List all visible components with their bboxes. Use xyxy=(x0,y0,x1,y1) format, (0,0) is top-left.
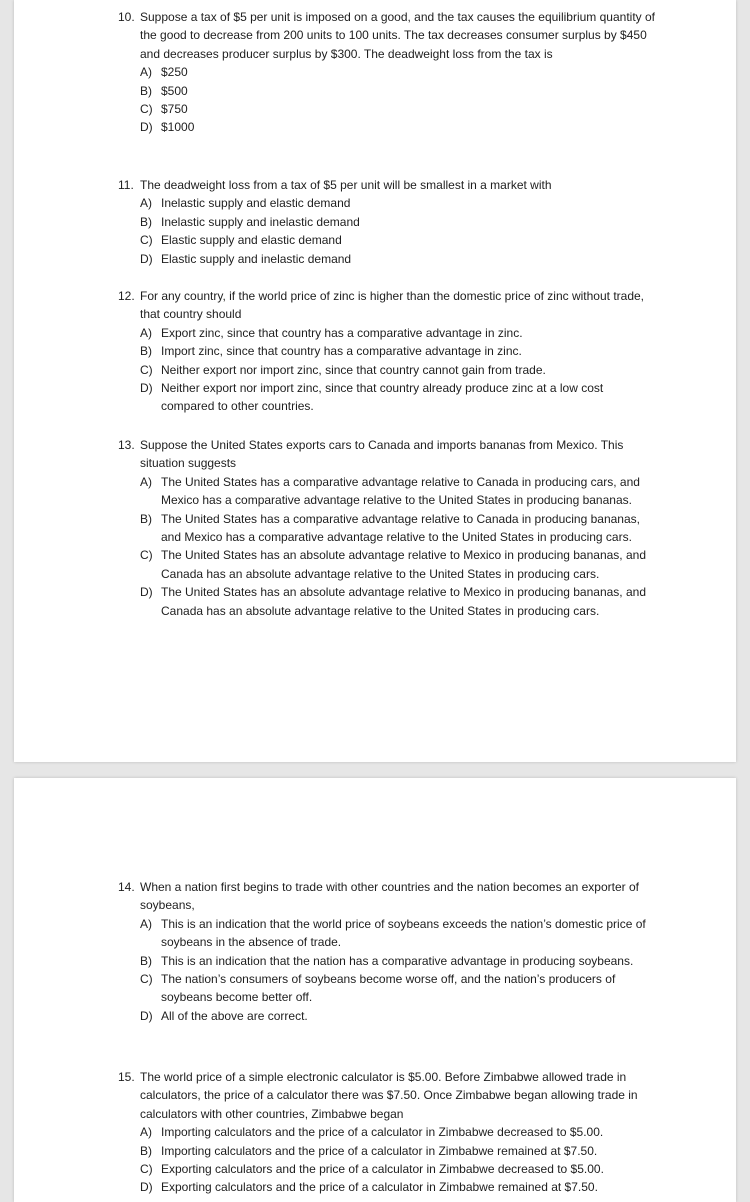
question-13 xyxy=(118,436,658,620)
option-text: Inelastic supply and elastic demand xyxy=(161,196,351,211)
option-letter: D) xyxy=(140,1180,153,1195)
answer-option xyxy=(118,250,658,268)
question-number: 11. xyxy=(118,178,134,192)
option-text: The United States has a comparative advantage relative to Canada in producing cars, and Mexico has a comparative advantage relative to the United States in producing bananas. xyxy=(161,474,640,508)
option-text: Inelastic supply and inelastic demand xyxy=(161,214,360,229)
answer-option xyxy=(118,118,658,136)
question-number: 14. xyxy=(118,880,135,894)
answer-option xyxy=(118,1178,658,1196)
answer-option xyxy=(118,194,658,212)
question-number: 15. xyxy=(118,1070,135,1084)
answer-option xyxy=(118,361,658,379)
option-letter: D) xyxy=(140,251,153,266)
question-10 xyxy=(118,8,658,137)
answer-option xyxy=(118,213,658,231)
option-text: This is an indication that the nation has a comparative advantage in producing soybeans. xyxy=(161,953,634,968)
question-stem xyxy=(118,878,658,915)
option-text: Import zinc, since that country has a comparative advantage in zinc. xyxy=(161,344,522,359)
answer-option xyxy=(118,1123,658,1141)
answer-option xyxy=(118,379,658,416)
option-text: Exporting calculators and the price of a calculator in Zimbabwe decreased to $5.00. xyxy=(161,1162,604,1177)
question-15 xyxy=(118,1068,658,1197)
document-page-2 xyxy=(14,778,736,1202)
question-stem xyxy=(118,1068,658,1123)
option-letter: C) xyxy=(140,233,153,248)
answer-option xyxy=(118,1160,658,1178)
option-text: $500 xyxy=(161,83,188,98)
option-letter: C) xyxy=(140,362,153,377)
option-text: $750 xyxy=(161,102,188,117)
option-letter: B) xyxy=(140,1143,152,1158)
document-page-1 xyxy=(14,0,736,762)
question-number: 13. xyxy=(118,438,135,452)
question-text: Suppose the United States exports cars to Canada and imports bananas from Mexico. This situation suggests xyxy=(140,438,624,471)
option-text: Elastic supply and inelastic demand xyxy=(161,251,352,266)
option-letter: A) xyxy=(140,196,152,211)
question-text: Suppose a tax of $5 per unit is imposed on a good, and the tax causes the equilibrium quantity of the good to decrease from 200 units to 100 units. The tax decreases consumer surplus by $450 and decreases producer surplus by $300. The deadweight loss from the tax is xyxy=(140,10,655,61)
answer-options xyxy=(118,194,658,268)
option-text: Exporting calculators and the price of a calculator in Zimbabwe remained at $7.50. xyxy=(161,1180,598,1195)
answer-option xyxy=(118,342,658,360)
option-letter: D) xyxy=(140,585,153,600)
answer-options xyxy=(118,915,658,1025)
option-text: Export zinc, since that country has a comparative advantage in zinc. xyxy=(161,325,523,340)
option-text: Elastic supply and elastic demand xyxy=(161,233,342,248)
answer-options xyxy=(118,63,658,137)
answer-option xyxy=(118,915,658,952)
option-letter: C) xyxy=(140,548,153,563)
answer-option xyxy=(118,510,658,547)
question-text: When a nation first begins to trade with other countries and the nation becomes an exporter of soybeans, xyxy=(140,880,639,913)
option-letter: A) xyxy=(140,325,152,340)
answer-option xyxy=(118,100,658,118)
question-number: 10. xyxy=(118,10,135,24)
option-letter: A) xyxy=(140,916,152,931)
option-letter: A) xyxy=(140,1125,152,1140)
answer-option xyxy=(118,82,658,100)
answer-options xyxy=(118,1123,658,1197)
option-text: The United States has an absolute advantage relative to Mexico in producing bananas, and Canada has an absolute advantage relative to the United States in producing cars. xyxy=(161,585,646,618)
answer-option xyxy=(118,231,658,249)
option-letter: A) xyxy=(140,474,152,489)
question-text: For any country, if the world price of zinc is higher than the domestic price of zinc without trade, that country should xyxy=(140,289,645,322)
option-text: Neither export nor import zinc, since that country already produce zinc at a low cost compared to other countries. xyxy=(161,381,604,414)
option-letter: C) xyxy=(140,102,153,117)
option-text: Importing calculators and the price of a calculator in Zimbabwe remained at $7.50. xyxy=(161,1143,598,1158)
option-text: The nation’s consumers of soybeans become worse off, and the nation’s producers of soybeans become better off. xyxy=(161,972,616,1005)
option-text: The United States has an absolute advantage relative to Mexico in producing bananas, and Canada has an absolute advantage relative to the United States in producing cars. xyxy=(161,548,646,581)
option-letter: B) xyxy=(140,511,152,526)
answer-option xyxy=(118,1142,658,1160)
answer-option xyxy=(118,952,658,970)
option-text: All of the above are correct. xyxy=(161,1008,308,1023)
answer-option xyxy=(118,1007,658,1025)
question-text: The world price of a simple electronic calculator is $5.00. Before Zimbabwe allowed trade in calculators, the price of a calculator there was $7.50. Once Zimbabwe began allowing trade in calculators with other countries, Zimbabwe began xyxy=(140,1070,638,1121)
option-letter: D) xyxy=(140,381,153,396)
option-letter: B) xyxy=(140,344,152,359)
option-text: Importing calculators and the price of a calculator in Zimbabwe decreased to $5.00. xyxy=(161,1125,604,1140)
answer-option xyxy=(118,63,658,81)
question-number: 12. xyxy=(118,289,135,303)
option-letter: C) xyxy=(140,972,153,987)
question-stem xyxy=(118,287,658,324)
answer-option xyxy=(118,324,658,342)
question-14 xyxy=(118,878,658,1025)
option-letter: A) xyxy=(140,65,152,80)
option-letter: D) xyxy=(140,1008,153,1023)
question-stem xyxy=(118,176,658,194)
option-text: $1000 xyxy=(161,120,195,135)
answer-option xyxy=(118,546,658,583)
option-text: This is an indication that the world price of soybeans exceeds the nation’s domestic price of soybeans in the absence of trade. xyxy=(161,916,646,950)
option-letter: C) xyxy=(140,1162,153,1177)
option-letter: D) xyxy=(140,120,153,135)
option-letter: B) xyxy=(140,214,152,229)
answer-options xyxy=(118,324,658,416)
answer-option xyxy=(118,583,658,620)
question-stem xyxy=(118,8,658,63)
answer-option xyxy=(118,473,658,510)
option-letter: B) xyxy=(140,953,152,968)
question-11 xyxy=(118,176,658,268)
option-letter: B) xyxy=(140,83,152,98)
question-text: The deadweight loss from a tax of $5 per unit will be smallest in a market with xyxy=(140,178,552,192)
option-text: The United States has a comparative advantage relative to Canada in producing bananas, and Mexico has a comparative advantage relative to the United States in producing cars. xyxy=(161,511,640,545)
question-stem xyxy=(118,436,658,473)
option-text: Neither export nor import zinc, since that country cannot gain from trade. xyxy=(161,362,546,377)
question-12 xyxy=(118,287,658,416)
answer-option xyxy=(118,970,658,1007)
option-text: $250 xyxy=(161,65,188,80)
answer-options xyxy=(118,473,658,620)
